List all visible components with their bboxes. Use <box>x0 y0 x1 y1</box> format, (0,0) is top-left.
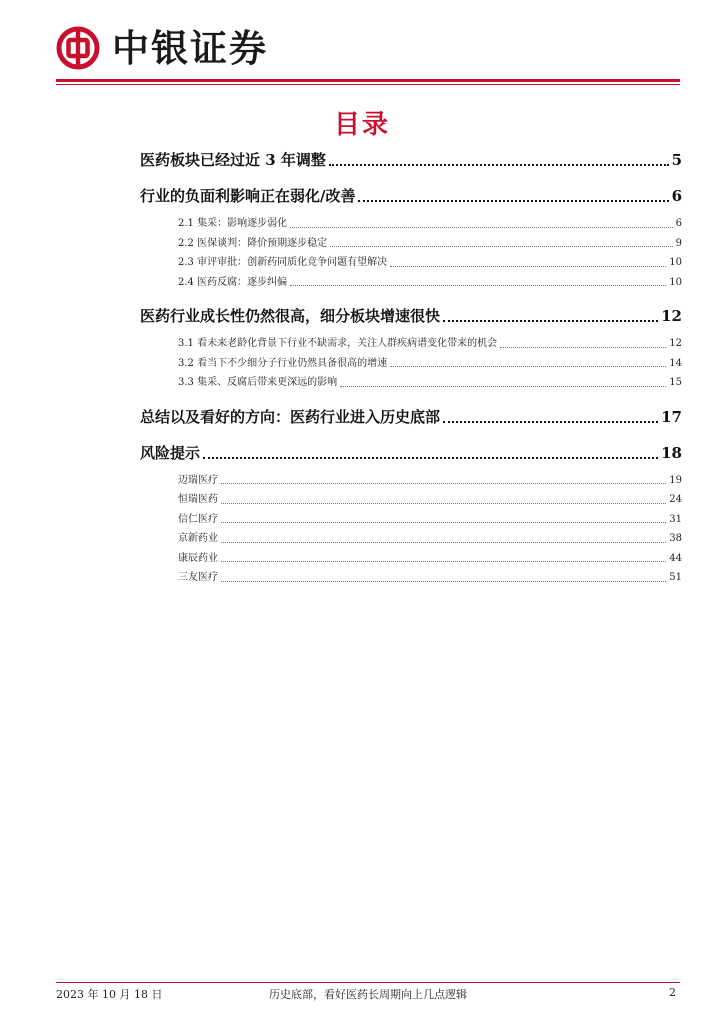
dot-leader <box>221 542 666 543</box>
toc-section-label: 总结以及看好的方向：医药行业进入历史底部 <box>140 407 441 426</box>
toc-page-number: 15 <box>669 377 682 388</box>
bank-of-china-logo-icon <box>56 26 100 70</box>
toc-page-number: 6 <box>675 218 682 229</box>
toc-page-number: 10 <box>669 276 682 288</box>
toc-item-label: 恒瑞医药 <box>178 494 218 505</box>
header-divider <box>56 79 680 82</box>
toc-section-label: 医药行业成长性仍然很高，细分板块增速很快 <box>140 307 441 325</box>
toc-item-label: 2.2 医保谈判：降价预期逐步稳定 <box>178 237 328 249</box>
toc-section-1[interactable] <box>140 148 682 172</box>
toc-item-5-5[interactable] <box>178 549 682 569</box>
page-number: 2 <box>669 986 676 999</box>
dot-leader <box>221 561 666 562</box>
dot-leader <box>221 522 666 523</box>
dot-leader <box>358 200 668 202</box>
dot-leader <box>390 266 666 267</box>
toc-item-3-2[interactable] <box>178 354 682 374</box>
toc-item-2-1[interactable] <box>178 214 682 234</box>
toc-item-5-6[interactable] <box>178 568 682 588</box>
toc-item-label: 信仁医疗 <box>178 513 218 525</box>
toc-item-label: 3.3 集采、反腐后带来更深远的影响 <box>178 377 338 388</box>
dot-leader <box>443 421 658 423</box>
toc-section-label: 风险提示 <box>140 443 201 462</box>
dot-leader <box>329 164 669 166</box>
toc-title: 目录 <box>333 110 390 140</box>
toc-page-number: 17 <box>661 407 682 426</box>
toc-item-5-3[interactable] <box>178 510 682 530</box>
toc-item-5-1[interactable] <box>178 471 682 491</box>
dot-leader <box>330 246 673 247</box>
toc-item-2-4[interactable] <box>178 273 682 293</box>
toc-item-5-4[interactable] <box>178 529 682 549</box>
toc-section-label: 医药板块已经过近 3 年调整 <box>140 151 326 169</box>
toc-page-number: 18 <box>661 443 682 462</box>
dot-leader <box>340 386 666 387</box>
toc-item-3-1[interactable] <box>178 334 682 354</box>
toc-page-number: 51 <box>669 572 682 583</box>
dot-leader <box>500 347 666 348</box>
toc-item-label: 2.1 集采：影响逐步弱化 <box>178 218 288 229</box>
toc-page-number: 12 <box>661 307 682 325</box>
dot-leader <box>203 457 658 459</box>
toc-item-2-2[interactable] <box>178 234 682 254</box>
toc-item-label: 三友医疗 <box>178 572 218 583</box>
toc-page-number: 5 <box>671 151 682 169</box>
toc-item-label: 康辰药业 <box>178 552 218 564</box>
dot-leader <box>390 366 666 367</box>
toc-section-3[interactable] <box>140 304 682 328</box>
toc-page-number: 31 <box>669 513 682 525</box>
toc-item-label: 2.3 审评审批：创新药同质化竞争问题有望解决 <box>178 257 388 268</box>
toc-page-number: 38 <box>669 533 682 544</box>
table-of-contents <box>140 148 682 588</box>
toc-item-label: 迈瑞医疗 <box>178 474 218 486</box>
toc-section-label: 行业的负面利影响正在弱化/改善 <box>140 187 356 205</box>
toc-item-3-3[interactable] <box>178 373 682 393</box>
toc-page-number: 44 <box>669 552 682 564</box>
toc-section-5[interactable] <box>140 441 682 465</box>
toc-page-number: 10 <box>669 257 682 268</box>
toc-item-label: 3.2 看当下不少细分子行业仍然具备很高的增速 <box>178 357 388 369</box>
dot-leader <box>221 581 666 582</box>
toc-item-label: 2.4 医药反腐：逐步纠偏 <box>178 276 288 288</box>
page-header <box>56 18 680 78</box>
dot-leader <box>290 285 666 286</box>
brand-name: 中银证券 <box>112 27 268 70</box>
toc-page-number: 12 <box>669 338 682 349</box>
toc-item-label: 京新药业 <box>178 533 218 544</box>
toc-page-number: 24 <box>669 494 682 505</box>
dot-leader <box>290 227 673 228</box>
toc-page-number: 14 <box>669 357 682 369</box>
toc-section-2[interactable] <box>140 184 682 208</box>
header-divider-thin <box>56 84 680 85</box>
dot-leader <box>221 503 666 504</box>
toc-item-label: 3.1 看未来老龄化背景下行业不缺需求，关注人群疾病谱变化带来的机会 <box>178 338 498 349</box>
dot-leader <box>221 483 666 484</box>
footer-divider <box>56 982 680 983</box>
report-date: 2023 年 10 月 18 日 <box>56 988 163 1001</box>
toc-page-number: 19 <box>669 474 682 486</box>
toc-item-5-2[interactable] <box>178 490 682 510</box>
toc-item-2-3[interactable] <box>178 253 682 273</box>
toc-section-4[interactable] <box>140 405 682 429</box>
toc-page-number: 9 <box>675 237 682 249</box>
report-title: 历史底部，看好医药长周期向上几点逻辑 <box>269 988 467 1001</box>
dot-leader <box>443 320 658 322</box>
toc-page-number: 6 <box>671 187 682 205</box>
